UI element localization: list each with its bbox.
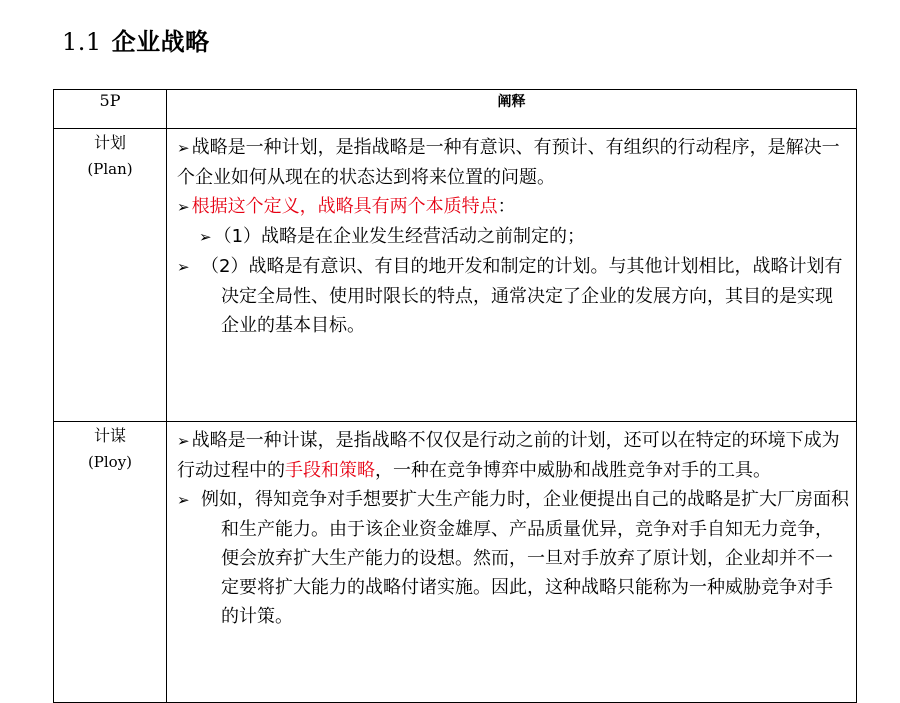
ploy-paragraph-1-text-b: ，一种在竞争博弈中威胁和战胜竞争对手的工具。 [375,460,771,481]
ploy-bullet-1-text: 例如，得知竞争对手想要扩大生产能力时，企业便提出自己的战略是扩大厂房面积和生产能力。由于该企业资金雄厚、产品质量优异，竞争对手自知无力竞争，便会放弃扩大生产能力的设想。然而，一旦对手放弃了原计划，企业却并不一定要将扩大能力的战略付诸实施。因此，这种战略只能称为一种威胁竞争对手的计策。 [201,489,849,627]
table-row-plan [54,129,857,422]
ploy-paragraph-1 [177,426,850,485]
explanation-plan [167,129,857,422]
section-number: 1.1 [62,28,102,56]
header-5p-label: 5P [99,91,121,110]
arrow-right-icon: ➢ [199,228,212,246]
ploy-paragraph-1-text-a: 战略是一种计谋，是指战略不仅仅是行动之前的计划，还可以在特定的环境下成为行动过程中的 [177,430,840,481]
term-plan-cn: 计划 [93,133,126,152]
section-title: 企业战略 [111,28,210,56]
arrow-right-icon: ➢ [177,198,190,216]
term-ploy-cn: 计谋 [93,426,126,445]
plan-paragraph-1 [177,133,850,192]
plan-paragraph-2-red: 根据这个定义，战略具有两个本质特点 [191,196,498,217]
header-explanation-label: 阐释 [497,94,526,110]
plan-bullet-1-text: （1）战略是在企业发生经营活动之前制定的； [213,226,586,247]
term-ploy [54,422,167,703]
term-plan-en: (Plan) [87,160,133,178]
plan-paragraph-2-tail: ： [497,196,516,217]
arrow-right-icon: ➢ [177,139,190,157]
arrow-right-icon: ➢ [177,432,190,450]
plan-bullet-2: ➢ （2）战略是有意识、有目的地开发和制定的计划。与其他计划相比，战略计划有决定全局性、使用时限长的特点，通常决定了企业的发展方向，其目的是实现企业的基本目标。 [177,256,843,336]
ploy-paragraph-1-red: 手段和策略 [285,460,375,481]
header-explanation [167,90,857,129]
term-plan [54,129,167,422]
plan-bullet-1 [177,222,850,252]
table-header-row [54,90,857,129]
page-title [62,22,210,57]
explanation-ploy [167,422,857,703]
plan-paragraph-1-text: 战略是一种计划，是指战略是一种有意识、有预计、有组织的行动程序，是解决一个企业如何从现在的状态达到将来位置的问题。 [177,137,840,188]
ploy-bullet-1: ➢ 例如，得知竞争对手想要扩大生产能力时，企业便提出自己的战略是扩大厂房面积和生产能力。由于该企业资金雄厚、产品质量优异，竞争对手自知无力竞争，便会放弃扩大生产能力的设想。然而，一旦对手放弃了原计划，企业却并不一定要将扩大能力的战略付诸实施。因此，这种战略只能称为一种威胁竞争对手的计策。 [177,489,849,627]
term-ploy-en: (Ploy) [87,453,133,471]
plan-paragraph-2 [177,192,850,222]
table-row-ploy [54,422,857,703]
plan-bullet-2-text: （2）战略是有意识、有目的地开发和制定的计划。与其他计划相比，战略计划有决定全局性、使用时限长的特点，通常决定了企业的发展方向，其目的是实现企业的基本目标。 [201,256,843,336]
definition-table [53,89,857,703]
header-5p [54,90,167,129]
